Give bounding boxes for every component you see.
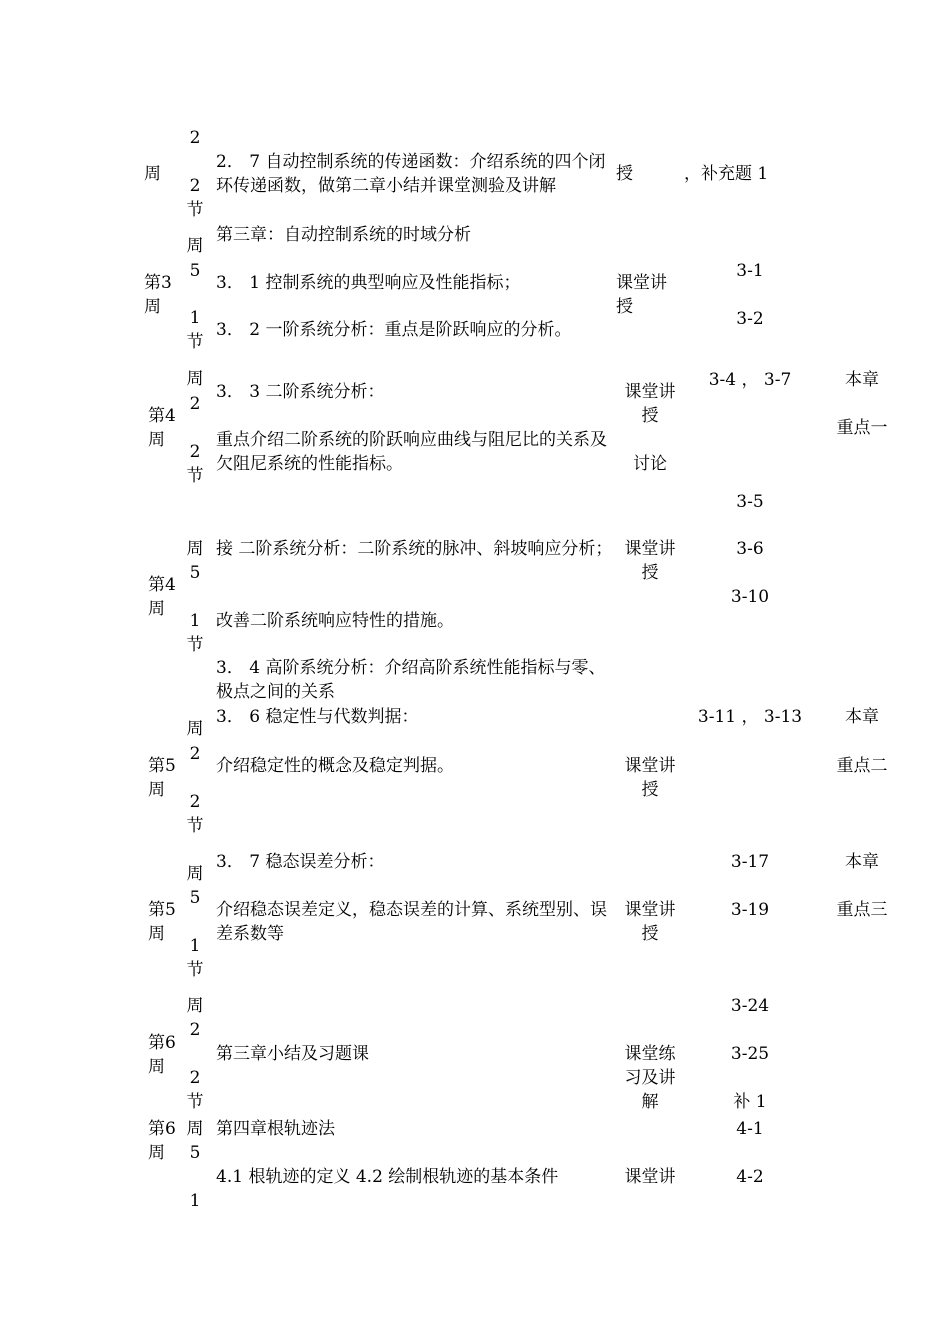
homework-text: 3-25 bbox=[730, 1044, 770, 1064]
content-text: 3． 3 二阶系统分析： bbox=[216, 382, 385, 402]
content-text: 介绍稳定性的概念及稳定判据。 bbox=[216, 756, 454, 776]
content-text: 改善二阶系统响应特性的措施。 bbox=[216, 611, 454, 631]
note-text: 重点三 bbox=[836, 900, 888, 920]
week-label: 第5周 bbox=[148, 900, 176, 944]
note-text: 本章 bbox=[845, 852, 879, 872]
session-char: 节 bbox=[186, 960, 204, 980]
session-char: 节 bbox=[186, 466, 204, 486]
method-text: 授 bbox=[616, 164, 633, 184]
homework-text: 3-10 bbox=[730, 587, 770, 607]
homework-text: 3-17 bbox=[730, 852, 770, 872]
content-text: 第三章：自动控制系统的时域分析 bbox=[216, 225, 471, 245]
session-char: 节 bbox=[186, 635, 204, 655]
homework-text: 3-24 bbox=[730, 996, 770, 1016]
week-label: 第6周 bbox=[148, 1119, 176, 1163]
session-char: 节 bbox=[186, 1092, 204, 1112]
session-char: 2 bbox=[189, 176, 201, 196]
session-char: 2 bbox=[189, 792, 201, 812]
session-char: 节 bbox=[186, 332, 204, 352]
homework-text: 3-2 bbox=[736, 309, 764, 329]
session-char: 周 bbox=[186, 996, 204, 1016]
content-text: 第三章小结及习题课 bbox=[216, 1044, 369, 1064]
method-text: 课堂讲授 bbox=[624, 900, 676, 944]
homework-text: 补 1 bbox=[733, 1092, 767, 1112]
session-char: 1 bbox=[189, 308, 201, 328]
method-text: 课堂讲授 bbox=[616, 273, 667, 317]
session-char: 2 bbox=[189, 1068, 201, 1088]
week-label: 第6周 bbox=[148, 1033, 176, 1077]
homework-text: 3-11 ， 3-13 bbox=[697, 707, 803, 727]
method-text: 课堂讲 bbox=[624, 1167, 676, 1187]
method-text: 讨论 bbox=[633, 454, 667, 474]
homework-text: 3-19 bbox=[730, 900, 770, 920]
content-text: 接 二阶系统分析：二阶系统的脉冲、斜坡响应分析； bbox=[216, 539, 613, 559]
note-text: 重点一 bbox=[836, 418, 888, 438]
homework-text: 3-5 bbox=[736, 492, 764, 512]
session-char: 周 bbox=[186, 719, 204, 739]
session-char: 2 bbox=[189, 394, 201, 414]
week-label: 第4周 bbox=[148, 406, 176, 450]
week-label: 第4周 bbox=[148, 575, 176, 619]
homework-text: 3-1 bbox=[736, 261, 764, 281]
session-char: 周 bbox=[186, 369, 204, 389]
session-char: 节 bbox=[186, 200, 204, 220]
homework-text: 4-2 bbox=[736, 1167, 764, 1187]
content-text: 3． 2 一阶系统分析：重点是阶跃响应的分析。 bbox=[216, 320, 572, 340]
homework-text: ，补充题 1 bbox=[684, 164, 769, 184]
content-text: 4.1 根轨迹的定义 4.2 绘制根轨迹的基本条件 bbox=[216, 1167, 559, 1187]
content-text: 3． 7 稳态误差分析： bbox=[216, 852, 385, 872]
session-char: 5 bbox=[189, 261, 201, 281]
session-char: 2 bbox=[189, 1020, 201, 1040]
content-text: 3． 4 高阶系统分析：介绍高阶系统性能指标与零、极点之间的关系 bbox=[216, 658, 606, 702]
session-char: 周 bbox=[186, 236, 204, 256]
note-text: 本章 bbox=[845, 370, 879, 390]
session-char: 2 bbox=[189, 128, 201, 148]
note-text: 本章 bbox=[845, 707, 879, 727]
content-text: 3． 1 控制系统的典型响应及性能指标； bbox=[216, 273, 521, 293]
session-char: 5 bbox=[189, 888, 201, 908]
week-label: 第3周 bbox=[144, 273, 172, 317]
session-char: 2 bbox=[189, 442, 201, 462]
session-char: 2 bbox=[189, 744, 201, 764]
homework-text: 4-1 bbox=[736, 1119, 764, 1139]
note-text: 重点二 bbox=[836, 756, 888, 776]
session-char: 5 bbox=[189, 563, 201, 583]
session-char: 1 bbox=[189, 611, 201, 631]
method-text: 课堂讲授 bbox=[624, 382, 676, 426]
method-text: 课堂练习及讲解 bbox=[624, 1044, 676, 1112]
session-char: 1 bbox=[189, 1191, 201, 1211]
session-char: 周 bbox=[186, 1119, 204, 1139]
session-char: 5 bbox=[189, 1143, 201, 1163]
content-text: 第四章根轨迹法 bbox=[216, 1119, 335, 1139]
session-char: 周 bbox=[186, 539, 204, 559]
homework-text: 3-6 bbox=[736, 539, 764, 559]
content-text: 介绍稳态误差定义，稳态误差的计算、系统型别、误差系数等 bbox=[216, 900, 607, 944]
homework-text: 3-4 ， 3-7 bbox=[708, 370, 792, 390]
content-text: 3． 6 稳定性与代数判据： bbox=[216, 707, 419, 727]
method-text: 课堂讲授 bbox=[624, 539, 676, 583]
method-text: 课堂讲授 bbox=[624, 756, 676, 800]
content-text: 2． 7 自动控制系统的传递函数：介绍系统的四个闭环传递函数，做第二章小结并课堂测验及讲解 bbox=[216, 152, 606, 196]
week-label: 周 bbox=[144, 164, 161, 184]
session-char: 节 bbox=[186, 816, 204, 836]
session-char: 1 bbox=[189, 936, 201, 956]
content-text: 重点介绍二阶系统的阶跃响应曲线与阻尼比的关系及欠阻尼系统的性能指标。 bbox=[216, 430, 607, 474]
session-char: 周 bbox=[186, 864, 204, 884]
week-label: 第5周 bbox=[148, 756, 176, 800]
